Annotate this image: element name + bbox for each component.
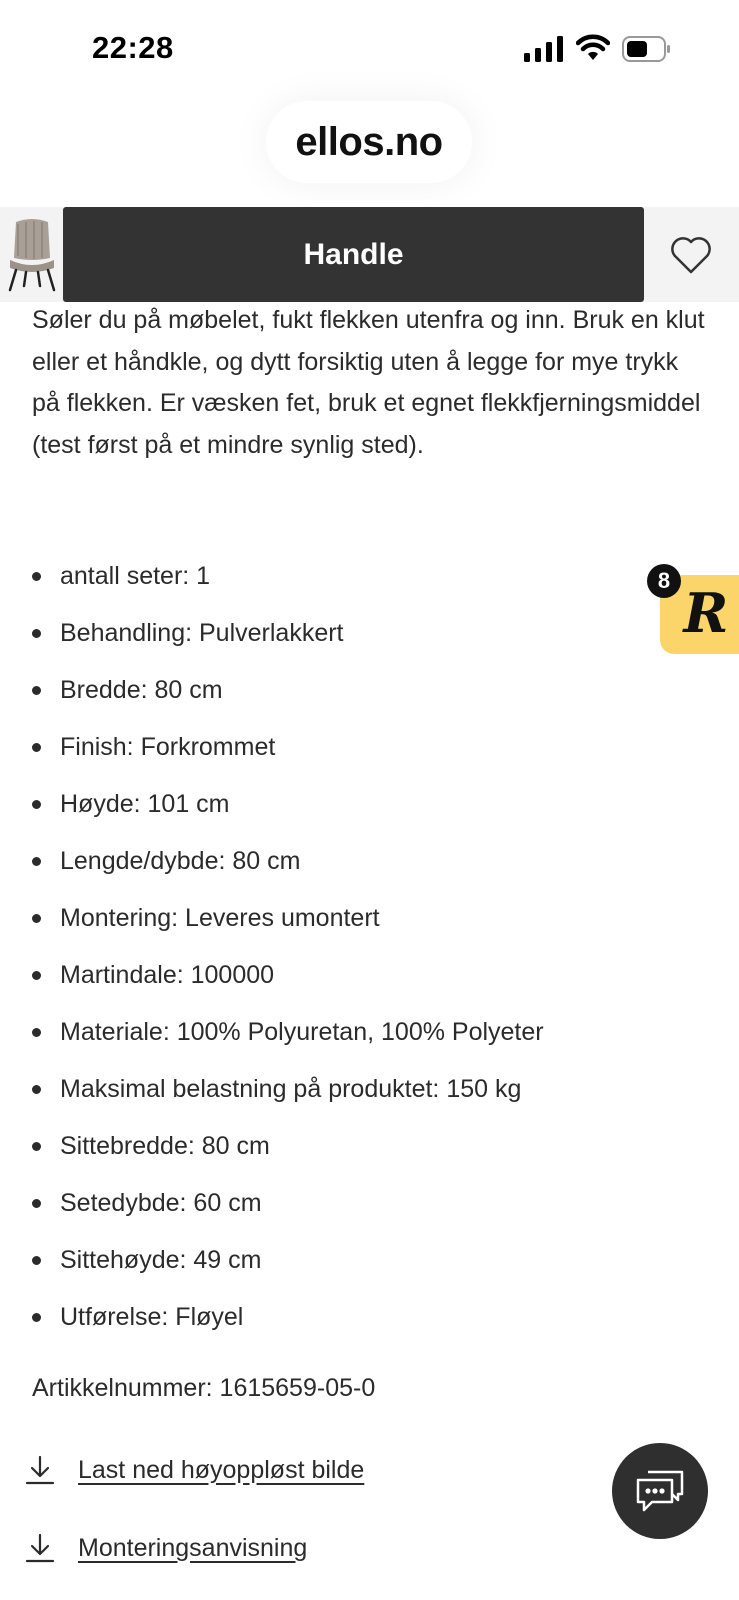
spec-item: Sittebredde: 80 cm bbox=[0, 1118, 739, 1175]
care-instructions-text: Søler du på møbelet, fukt flekken utenfra og inn. Bruk en klut eller et håndkle, og dytt forsiktig uten å legge for mye trykk på flekken. Er væsken fet, bruk et egnet flekkfjerningsmiddel (test først på et mindre synlig sted). bbox=[32, 306, 705, 459]
chat-icon bbox=[634, 1468, 686, 1514]
product-specs-list bbox=[0, 548, 739, 1346]
bullet bbox=[32, 1028, 41, 1037]
bullet bbox=[32, 800, 41, 809]
bullet bbox=[32, 971, 41, 980]
reviews-count-badge[interactable]: 8 bbox=[647, 564, 681, 598]
status-time: 22:28 bbox=[92, 30, 174, 65]
battery-icon bbox=[622, 36, 672, 62]
spec-item: Høyde: 101 cm bbox=[0, 776, 739, 833]
spec-item: antall seter: 1 bbox=[0, 548, 739, 605]
spec-item: Setedybde: 60 cm bbox=[0, 1175, 739, 1232]
download-image-label[interactable]: Last ned høyoppløst bilde bbox=[78, 1455, 365, 1484]
bullet bbox=[32, 1199, 41, 1208]
bullet bbox=[32, 743, 41, 752]
assembly-instructions-link[interactable] bbox=[24, 1526, 307, 1570]
browser-url-bar[interactable]: ellos.no bbox=[266, 101, 472, 183]
wifi-icon bbox=[576, 34, 610, 62]
bullet bbox=[32, 1313, 41, 1322]
spec-item: Behandling: Pulverlakkert bbox=[0, 605, 739, 662]
cellular-signal-icon bbox=[524, 36, 564, 62]
spec-item: Materiale: 100% Polyuretan, 100% Polyeter bbox=[0, 1004, 739, 1061]
download-icon bbox=[24, 1532, 56, 1564]
article-number: Artikkelnummer: 1615659-05-0 bbox=[32, 1374, 376, 1402]
download-icon bbox=[24, 1454, 56, 1486]
bullet bbox=[32, 857, 41, 866]
spec-item: Martindale: 100000 bbox=[0, 947, 739, 1004]
bullet bbox=[32, 1256, 41, 1265]
spec-item: Finish: Forkrommet bbox=[0, 719, 739, 776]
spec-item: Utførelse: Fløyel bbox=[0, 1289, 739, 1346]
bullet bbox=[32, 914, 41, 923]
spec-item: Montering: Leveres umontert bbox=[0, 890, 739, 947]
spec-item: Sittehøyde: 49 cm bbox=[0, 1232, 739, 1289]
assembly-instructions-label[interactable]: Monteringsanvisning bbox=[78, 1533, 308, 1562]
bullet bbox=[32, 1142, 41, 1151]
download-image-link[interactable] bbox=[24, 1448, 364, 1492]
chat-button[interactable] bbox=[612, 1443, 708, 1539]
spec-item: Bredde: 80 cm bbox=[0, 662, 739, 719]
buy-button[interactable]: Handle bbox=[63, 207, 644, 302]
bullet bbox=[32, 629, 41, 638]
product-thumbnail[interactable] bbox=[4, 214, 60, 294]
reviews-logo[interactable]: R bbox=[683, 581, 729, 645]
status-bar bbox=[0, 0, 739, 100]
bullet bbox=[32, 1085, 41, 1094]
heart-icon[interactable] bbox=[668, 232, 714, 278]
bullet bbox=[32, 686, 41, 695]
spec-item: Lengde/dybde: 80 cm bbox=[0, 833, 739, 890]
spec-item: Maksimal belastning på produktet: 150 kg bbox=[0, 1061, 739, 1118]
bullet bbox=[32, 572, 41, 581]
